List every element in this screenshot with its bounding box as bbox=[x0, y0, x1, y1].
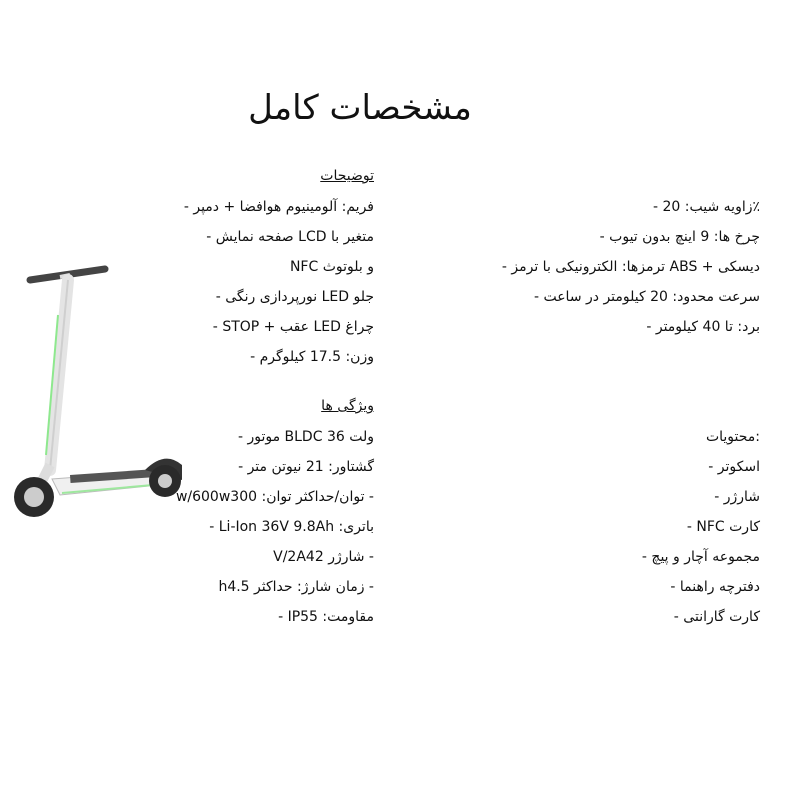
scooter-icon bbox=[14, 269, 182, 517]
spec-line: دیسکی + ABS ترمزها: الکترونیکی با ترمز - bbox=[501, 259, 760, 275]
spec-line: چرخ ها: 9 اینچ بدون تیوب - bbox=[599, 229, 760, 245]
feature-line: w/600wتوان/حداکثر توان: 300 - bbox=[175, 489, 374, 505]
contents-heading: :محتویات bbox=[705, 429, 760, 445]
contents-item: دفترچه راهنما - bbox=[670, 579, 760, 595]
spec-line: چراغ LED عقب + STOP - bbox=[212, 319, 374, 335]
feature-line: ولت BLDC 36 موتور - bbox=[237, 429, 374, 445]
spec-line: وزن: 17.5 کیلوگرم - bbox=[250, 349, 374, 365]
spec-line: ٪زاویه شیب: 20 - bbox=[653, 199, 760, 215]
contents-item: شارژر - bbox=[714, 489, 760, 505]
spec-line: جلو LED نورپردازی رنگی - bbox=[215, 289, 374, 305]
contents-item: کارت NFC - bbox=[686, 519, 760, 535]
scooter-image bbox=[0, 255, 200, 545]
spec-line: برد: تا 40 کیلومتر - bbox=[646, 319, 760, 335]
spec-line: سرعت محدود: 20 کیلومتر در ساعت - bbox=[533, 289, 760, 305]
spec-line: متغیر با LCD صفحه نمایش - bbox=[206, 229, 374, 245]
contents-item: مجموعه آچار و پیچ - bbox=[641, 549, 760, 565]
description-heading: توضیحات bbox=[320, 168, 374, 184]
contents-item: کارت گارانتی - bbox=[673, 609, 760, 625]
feature-line: مقاومت: IP55 - bbox=[278, 609, 374, 625]
feature-line: باتری: Li-Ion 36V 9.8Ah - bbox=[209, 519, 374, 535]
spec-line: و بلوتوث NFC bbox=[289, 259, 374, 275]
feature-line: V/2Aشارژر 42 - bbox=[273, 549, 374, 565]
page-title: مشخصات کامل bbox=[248, 88, 472, 128]
feature-line: گشتاور: 21 نیوتن متر - bbox=[238, 459, 374, 475]
contents-item: اسکوتر - bbox=[708, 459, 760, 475]
feature-line: hزمان شارژ: حداکثر 4.5 - bbox=[218, 579, 374, 595]
spec-line: فریم: آلومینیوم هوافضا + دمپر - bbox=[183, 199, 374, 215]
features-heading: ویژگی ها bbox=[321, 398, 374, 414]
